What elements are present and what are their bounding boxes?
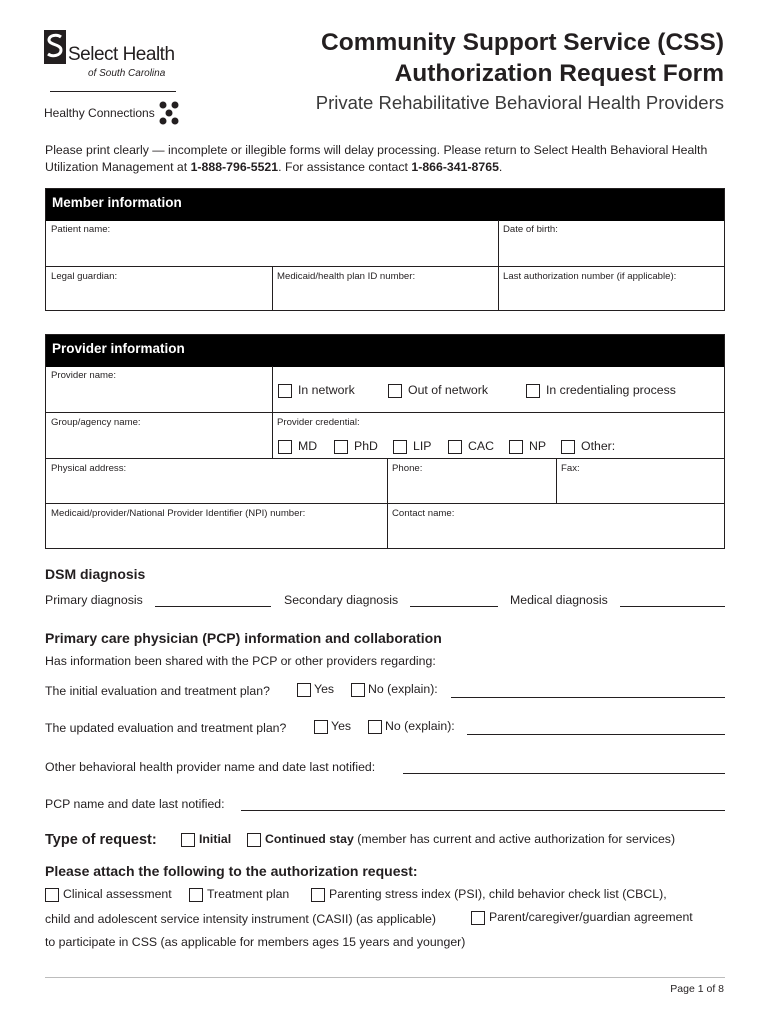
form-subtitle: Private Rehabilitative Behavioral Health Providers (315, 92, 724, 113)
attach-clinical-label: Clinical assessment (63, 887, 172, 901)
intro-text-2: . For assistance contact (278, 160, 412, 174)
attach-treatment-option[interactable] (189, 887, 289, 902)
last-auth-field[interactable] (498, 266, 724, 311)
request-continued-label: Continued stay (265, 832, 354, 846)
other-checkbox[interactable] (561, 440, 575, 454)
patient-name-label: Patient name: (51, 224, 111, 235)
attach-agreement-checkbox[interactable] (471, 911, 485, 925)
healthy-connections-label: Healthy Connections (44, 106, 155, 120)
out-of-network-option[interactable] (388, 383, 488, 398)
intro-paragraph (45, 142, 735, 176)
request-type-label: Type of request: (45, 832, 157, 848)
lip-checkbox[interactable] (393, 440, 407, 454)
footer-divider (45, 977, 725, 978)
intro-text-3: . (498, 160, 503, 174)
credential-cac-option[interactable] (448, 439, 494, 454)
form-title (321, 27, 724, 89)
request-initial-label: Initial (199, 832, 232, 846)
request-continued-checkbox[interactable] (247, 833, 261, 847)
provider-info-section (45, 334, 725, 549)
md-checkbox[interactable] (278, 440, 292, 454)
page-number: Page 1 of 8 (670, 983, 724, 995)
cac-checkbox[interactable] (448, 440, 462, 454)
physical-address-label: Physical address: (51, 463, 127, 474)
cac-label: CAC (468, 439, 494, 453)
credentialing-option[interactable] (526, 383, 676, 398)
fax-label: Fax: (561, 463, 580, 474)
phd-label: PhD (354, 439, 378, 453)
attach-casii-label: child and adolescent service intensity instrument (CASII) (as applicable) (45, 912, 436, 926)
attach-clinical-checkbox[interactable] (45, 888, 59, 902)
logo-divider (50, 91, 176, 92)
assistance-phone: 1-866-341-8765 (411, 160, 499, 174)
primary-diagnosis-input[interactable] (155, 606, 271, 607)
request-continued-note: (member has current and active authorization for services) (353, 832, 676, 846)
initial-eval-no-label: No (explain): (368, 682, 438, 696)
initial-eval-yes-option[interactable] (297, 682, 334, 697)
pcp-name-input[interactable] (241, 810, 725, 811)
npi-label: Medicaid/provider/National Provider Identifier (NPI) number: (51, 508, 306, 519)
request-continued-option[interactable] (247, 832, 675, 847)
updated-eval-no-label: No (explain): (385, 719, 455, 733)
brand-name: Select Health (68, 44, 175, 65)
divider (556, 458, 557, 503)
attach-agreement-label: Parent/caregiver/guardian agreement (489, 910, 693, 924)
select-health-logo-mark-icon (44, 30, 66, 64)
initial-eval-no-checkbox[interactable] (351, 683, 365, 697)
in-network-checkbox[interactable] (278, 384, 292, 398)
divider (272, 412, 273, 458)
dsm-heading: DSM diagnosis (45, 566, 146, 582)
contact-name-label: Contact name: (392, 508, 455, 519)
attach-treatment-checkbox[interactable] (189, 888, 203, 902)
lip-label: LIP (413, 439, 432, 453)
brand-sub: of South Carolina (88, 68, 166, 79)
updated-eval-question: The updated evaluation and treatment plan? (45, 721, 287, 735)
other-bh-provider-label: Other behavioral health provider name and date last notified: (45, 760, 376, 774)
legal-guardian-field[interactable] (46, 266, 272, 311)
attach-psi-label: Parenting stress index (PSI), child behavior check list (CBCL), (329, 887, 667, 901)
updated-eval-explain-input[interactable] (467, 734, 725, 735)
request-initial-checkbox[interactable] (181, 833, 195, 847)
request-initial-option[interactable] (181, 832, 231, 847)
group-name-label: Group/agency name: (51, 417, 141, 428)
form-title-line2: Authorization Request Form (394, 60, 724, 87)
phone-label: Phone: (392, 463, 423, 474)
initial-eval-question: The initial evaluation and treatment plan? (45, 684, 270, 698)
fax-field[interactable] (556, 458, 724, 503)
secondary-diagnosis-label: Secondary diagnosis (284, 593, 399, 607)
pcp-heading: Primary care physician (PCP) information and collaboration (45, 630, 442, 646)
updated-eval-yes-label: Yes (331, 719, 352, 733)
pcp-question: Has information been shared with the PCP or other providers regarding: (45, 654, 436, 668)
credential-phd-option[interactable] (334, 439, 378, 454)
npi-field[interactable] (46, 503, 387, 549)
in-network-option[interactable] (278, 383, 355, 398)
form-title-line1: Community Support Service (CSS) (321, 29, 724, 56)
other-label: Other: (581, 439, 616, 453)
legal-guardian-label: Legal guardian: (51, 271, 118, 282)
dob-field[interactable] (498, 220, 724, 266)
member-info-section (45, 188, 725, 311)
updated-eval-no-checkbox[interactable] (368, 720, 382, 734)
attach-participate-label: to participate in CSS (as applicable for members ages 15 years and younger) (45, 935, 466, 949)
healthy-connections-icon (158, 100, 180, 126)
other-bh-provider-input[interactable] (403, 773, 725, 774)
group-name-field[interactable] (46, 412, 272, 458)
medicaid-id-field[interactable] (272, 266, 498, 311)
credential-md-option[interactable] (278, 439, 317, 454)
medical-diagnosis-label: Medical diagnosis (510, 593, 608, 607)
out-of-network-checkbox[interactable] (388, 384, 402, 398)
attach-agreement-option[interactable] (471, 910, 693, 925)
provider-name-label: Provider name: (51, 370, 117, 381)
updated-eval-no-option[interactable] (368, 719, 455, 734)
initial-eval-no-option[interactable] (351, 682, 438, 697)
provider-info-heading: Provider information (46, 335, 724, 367)
member-info-heading: Member information (46, 189, 724, 221)
np-checkbox[interactable] (509, 440, 523, 454)
attach-treatment-label: Treatment plan (207, 887, 290, 901)
credential-lip-option[interactable] (393, 439, 431, 454)
attach-heading: Please attach the following to the authorization request: (45, 863, 418, 879)
updated-eval-yes-checkbox[interactable] (314, 720, 328, 734)
intro-text: Please print clearly — incomplete or illegible forms will delay processing. Please return to Select Health Behavioral Health Utilization Management at (45, 143, 708, 174)
np-label: NP (529, 439, 547, 453)
dob-label: Date of birth: (503, 224, 558, 235)
phd-checkbox[interactable] (334, 440, 348, 454)
um-phone: 1-888-796-5521 (190, 160, 279, 174)
initial-eval-explain-input[interactable] (451, 697, 725, 698)
pcp-name-label: PCP name and date last notified: (45, 797, 225, 811)
physical-address-field[interactable] (46, 458, 387, 503)
secondary-diagnosis-input[interactable] (410, 606, 498, 607)
credentialing-checkbox[interactable] (526, 384, 540, 398)
credential-other-option[interactable] (561, 439, 615, 454)
divider (272, 366, 273, 412)
primary-diagnosis-label: Primary diagnosis (45, 593, 143, 607)
provider-credential-label: Provider credential: (277, 417, 360, 428)
attach-psi-option[interactable] (311, 887, 667, 902)
in-network-label: In network (298, 383, 355, 397)
contact-name-field[interactable] (387, 503, 724, 549)
attach-clinical-option[interactable] (45, 887, 172, 902)
medical-diagnosis-input[interactable] (620, 606, 725, 607)
md-label: MD (298, 439, 318, 453)
attach-psi-checkbox[interactable] (311, 888, 325, 902)
phone-field[interactable] (387, 458, 556, 503)
updated-eval-yes-option[interactable] (314, 719, 351, 734)
credential-np-option[interactable] (509, 439, 546, 454)
divider (272, 266, 273, 310)
medicaid-id-label: Medicaid/health plan ID number: (277, 271, 416, 282)
out-of-network-label: Out of network (408, 383, 488, 397)
patient-name-field[interactable] (46, 220, 498, 266)
credentialing-label: In credentialing process (546, 383, 676, 397)
initial-eval-yes-checkbox[interactable] (297, 683, 311, 697)
last-auth-label: Last authorization number (if applicable): (503, 271, 677, 282)
initial-eval-yes-label: Yes (314, 682, 335, 696)
